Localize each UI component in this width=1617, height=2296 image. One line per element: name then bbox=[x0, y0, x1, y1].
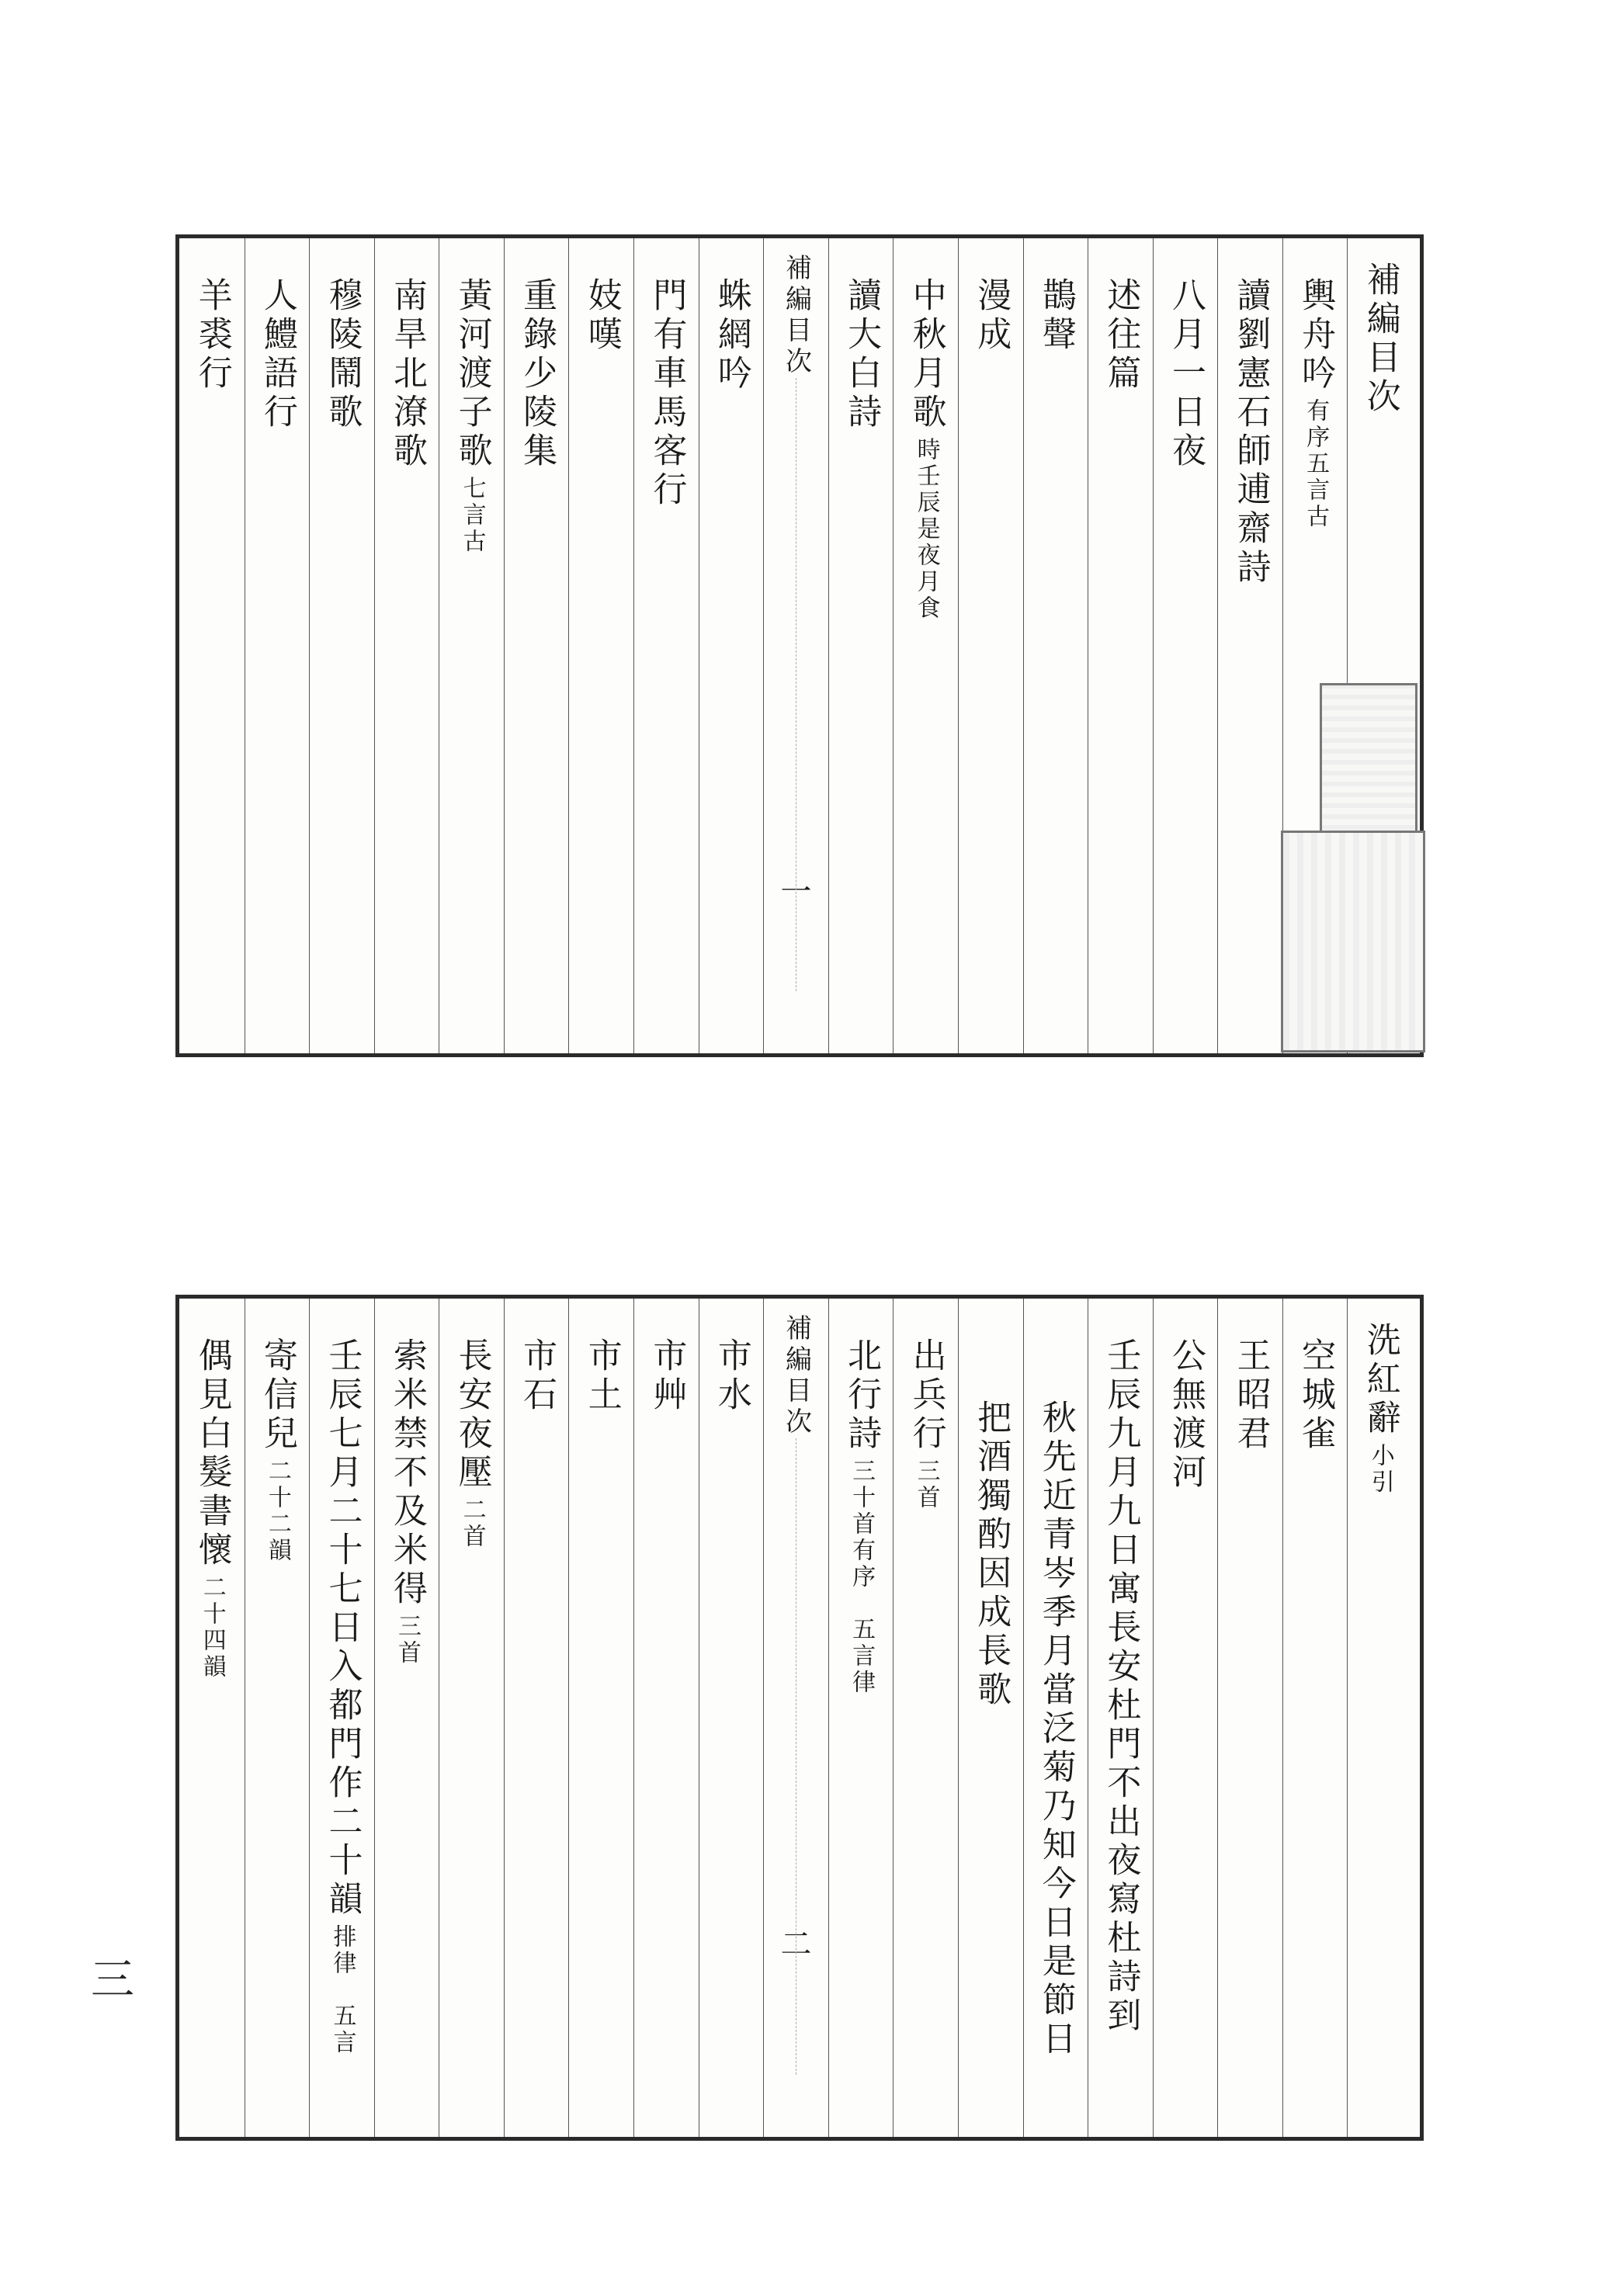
toc-entry-title: 出兵行 bbox=[906, 1337, 946, 1454]
toc-entry-title: 偶見白髮書懷 bbox=[192, 1337, 232, 1570]
toc-column bbox=[1217, 238, 1282, 1053]
toc-entry-title: 羊裘行 bbox=[192, 277, 232, 394]
toc-column bbox=[893, 238, 958, 1053]
seal-stamp-upper bbox=[1320, 683, 1417, 843]
toc-entry-title: 市艸 bbox=[647, 1337, 687, 1415]
toc-entry bbox=[387, 1337, 428, 1667]
toc-entry-title: 八月一日夜 bbox=[1165, 277, 1206, 471]
toc-entry-title: 寄信兒 bbox=[257, 1337, 297, 1454]
toc-column bbox=[633, 238, 699, 1053]
toc-entry bbox=[971, 1399, 1011, 1710]
fold-page-mark: 二 bbox=[780, 1927, 812, 1962]
page-number: 三 bbox=[84, 1956, 134, 1999]
toc-entry-title: 公無渡河 bbox=[1165, 1337, 1206, 1493]
toc-entry bbox=[192, 1337, 232, 1680]
toc-entry bbox=[647, 277, 687, 510]
toc-entry-note: 二十四韻 bbox=[198, 1575, 226, 1680]
toc-entry bbox=[841, 1337, 882, 1696]
toc-entry-title: 南旱北潦歌 bbox=[387, 277, 428, 471]
toc-column bbox=[828, 1299, 894, 2137]
toc-entry-title: 門有車馬客行 bbox=[647, 277, 687, 510]
toc-entry bbox=[1230, 277, 1271, 588]
toc-entry-title: 補編目次 bbox=[1360, 262, 1400, 417]
toc-entry bbox=[647, 1337, 687, 1415]
toc-column bbox=[568, 1299, 633, 2137]
toc-entry-title: 北行詩 bbox=[841, 1337, 882, 1454]
toc-entry-title: 秋先近青岑季月當泛菊乃知今日是節日 bbox=[1036, 1399, 1076, 2059]
toc-entry-title: 長安夜壓 bbox=[452, 1337, 492, 1493]
toc-entry bbox=[452, 1337, 492, 1550]
toc-entry-title: 王昭君 bbox=[1230, 1337, 1271, 1454]
seal-stamp-lower bbox=[1281, 831, 1425, 1053]
toc-entry-title: 壬辰七月二十七日入都門作二十韻 bbox=[322, 1337, 363, 1920]
toc-column bbox=[699, 238, 764, 1053]
toc-column bbox=[179, 1299, 245, 2137]
toc-column bbox=[439, 238, 504, 1053]
toc-column bbox=[245, 1299, 310, 2137]
toc-entry bbox=[1036, 277, 1076, 355]
toc-column bbox=[1088, 1299, 1153, 2137]
toc-column bbox=[958, 238, 1023, 1053]
toc-entry bbox=[192, 277, 232, 394]
toc-entry-note: 三十首有序 五言律 bbox=[848, 1458, 876, 1696]
toc-entry-note: 二首 bbox=[458, 1497, 486, 1550]
toc-entry-title: 輿舟吟 bbox=[1296, 277, 1336, 394]
toc-column bbox=[1023, 1299, 1088, 2137]
toc-entry bbox=[322, 277, 363, 432]
toc-entry bbox=[1296, 277, 1336, 530]
toc-column bbox=[828, 238, 894, 1053]
toc-entry-note: 七言古 bbox=[458, 476, 486, 555]
toc-entry bbox=[906, 1337, 946, 1511]
bottom-leaf bbox=[175, 1295, 1424, 2141]
toc-entry-note: 有序五言古 bbox=[1302, 398, 1330, 530]
toc-entry-title: 漫成 bbox=[971, 277, 1011, 355]
fold-page-mark: 一 bbox=[780, 874, 812, 910]
toc-entry-title: 壬辰九月九日寓長安杜門不出夜寫杜詩到 bbox=[1101, 1337, 1141, 2036]
toc-entry bbox=[711, 1337, 751, 1415]
toc-column bbox=[1282, 1299, 1348, 2137]
toc-column bbox=[763, 1299, 828, 2137]
toc-entry bbox=[257, 1337, 297, 1564]
toc-entry-title: 鵲聲 bbox=[1036, 277, 1076, 355]
toc-entry-title: 補編目次 bbox=[780, 1314, 812, 1438]
toc-column bbox=[374, 238, 439, 1053]
toc-column bbox=[504, 1299, 569, 2137]
toc-entry-title: 市水 bbox=[711, 1337, 751, 1415]
toc-column bbox=[568, 238, 633, 1053]
toc-entry bbox=[581, 277, 622, 355]
toc-entry-title: 妓嘆 bbox=[581, 277, 622, 355]
toc-entry bbox=[906, 277, 946, 622]
toc-entry bbox=[841, 277, 882, 432]
toc-entry-title: 穆陵鬧歌 bbox=[322, 277, 363, 432]
toc-entry bbox=[711, 277, 751, 394]
toc-entry-note: 二十二韻 bbox=[263, 1458, 291, 1564]
toc-entry-title: 讀劉憲石師逋齋詩 bbox=[1230, 277, 1271, 588]
toc-column bbox=[958, 1299, 1023, 2137]
toc-entry bbox=[322, 1337, 363, 2056]
toc-entry-note: 時壬辰是夜月食 bbox=[912, 437, 940, 622]
toc-entry-note: 排律 五言 bbox=[328, 1924, 356, 2056]
toc-column bbox=[374, 1299, 439, 2137]
toc-entry-title: 蛛網吟 bbox=[711, 277, 751, 394]
toc-entry bbox=[1101, 1337, 1141, 2036]
toc-column bbox=[763, 238, 828, 1053]
toc-column bbox=[245, 238, 310, 1053]
center-fold-title bbox=[780, 254, 812, 378]
toc-column bbox=[309, 1299, 374, 2137]
toc-entry bbox=[1101, 277, 1141, 394]
toc-entry-note: 小引 bbox=[1366, 1443, 1394, 1496]
toc-entry-title: 述往篇 bbox=[1101, 277, 1141, 394]
toc-column bbox=[1217, 1299, 1282, 2137]
toc-entry bbox=[1165, 1337, 1206, 1493]
toc-entry-title: 把酒獨酌因成長歌 bbox=[971, 1399, 1011, 1710]
toc-entry-title: 中秋月歌 bbox=[906, 277, 946, 432]
toc-entry bbox=[1360, 1322, 1400, 1496]
toc-column bbox=[633, 1299, 699, 2137]
toc-column bbox=[309, 238, 374, 1053]
toc-entry-title: 市石 bbox=[517, 1337, 557, 1415]
toc-column bbox=[1023, 238, 1088, 1053]
toc-column bbox=[1088, 238, 1153, 1053]
toc-column bbox=[504, 238, 569, 1053]
toc-entry bbox=[1296, 1337, 1336, 1454]
toc-entry bbox=[452, 277, 492, 555]
center-fold-title bbox=[780, 1314, 812, 1438]
top-leaf bbox=[175, 234, 1424, 1057]
toc-entry bbox=[971, 277, 1011, 355]
toc-entry bbox=[1165, 277, 1206, 471]
toc-entry-title: 人鱧語行 bbox=[257, 277, 297, 432]
toc-entry-note: 三首 bbox=[394, 1614, 422, 1667]
toc-entry bbox=[1360, 262, 1400, 417]
toc-entry bbox=[1036, 1399, 1076, 2059]
toc-entry bbox=[387, 277, 428, 471]
toc-entry-title: 空城雀 bbox=[1296, 1337, 1336, 1454]
toc-column bbox=[1153, 1299, 1218, 2137]
toc-column bbox=[1153, 238, 1218, 1053]
toc-column bbox=[1347, 1299, 1412, 2137]
toc-entry-title: 讀大白詩 bbox=[841, 277, 882, 432]
toc-entry-title: 黃河渡子歌 bbox=[452, 277, 492, 471]
toc-entry-title: 洗紅辭 bbox=[1360, 1322, 1400, 1438]
toc-entry bbox=[1230, 1337, 1271, 1454]
toc-entry-note: 三首 bbox=[912, 1458, 940, 1511]
toc-entry bbox=[517, 277, 557, 471]
toc-entry-title: 重錄少陵集 bbox=[517, 277, 557, 471]
toc-column bbox=[893, 1299, 958, 2137]
toc-entry-title: 索米禁不及米得 bbox=[387, 1337, 428, 1609]
toc-entry-title: 市土 bbox=[581, 1337, 622, 1415]
toc-entry bbox=[581, 1337, 622, 1415]
toc-entry-title: 補編目次 bbox=[780, 254, 812, 378]
toc-column bbox=[699, 1299, 764, 2137]
toc-entry bbox=[257, 277, 297, 432]
toc-column bbox=[439, 1299, 504, 2137]
toc-entry bbox=[517, 1337, 557, 1415]
toc-column bbox=[179, 238, 245, 1053]
